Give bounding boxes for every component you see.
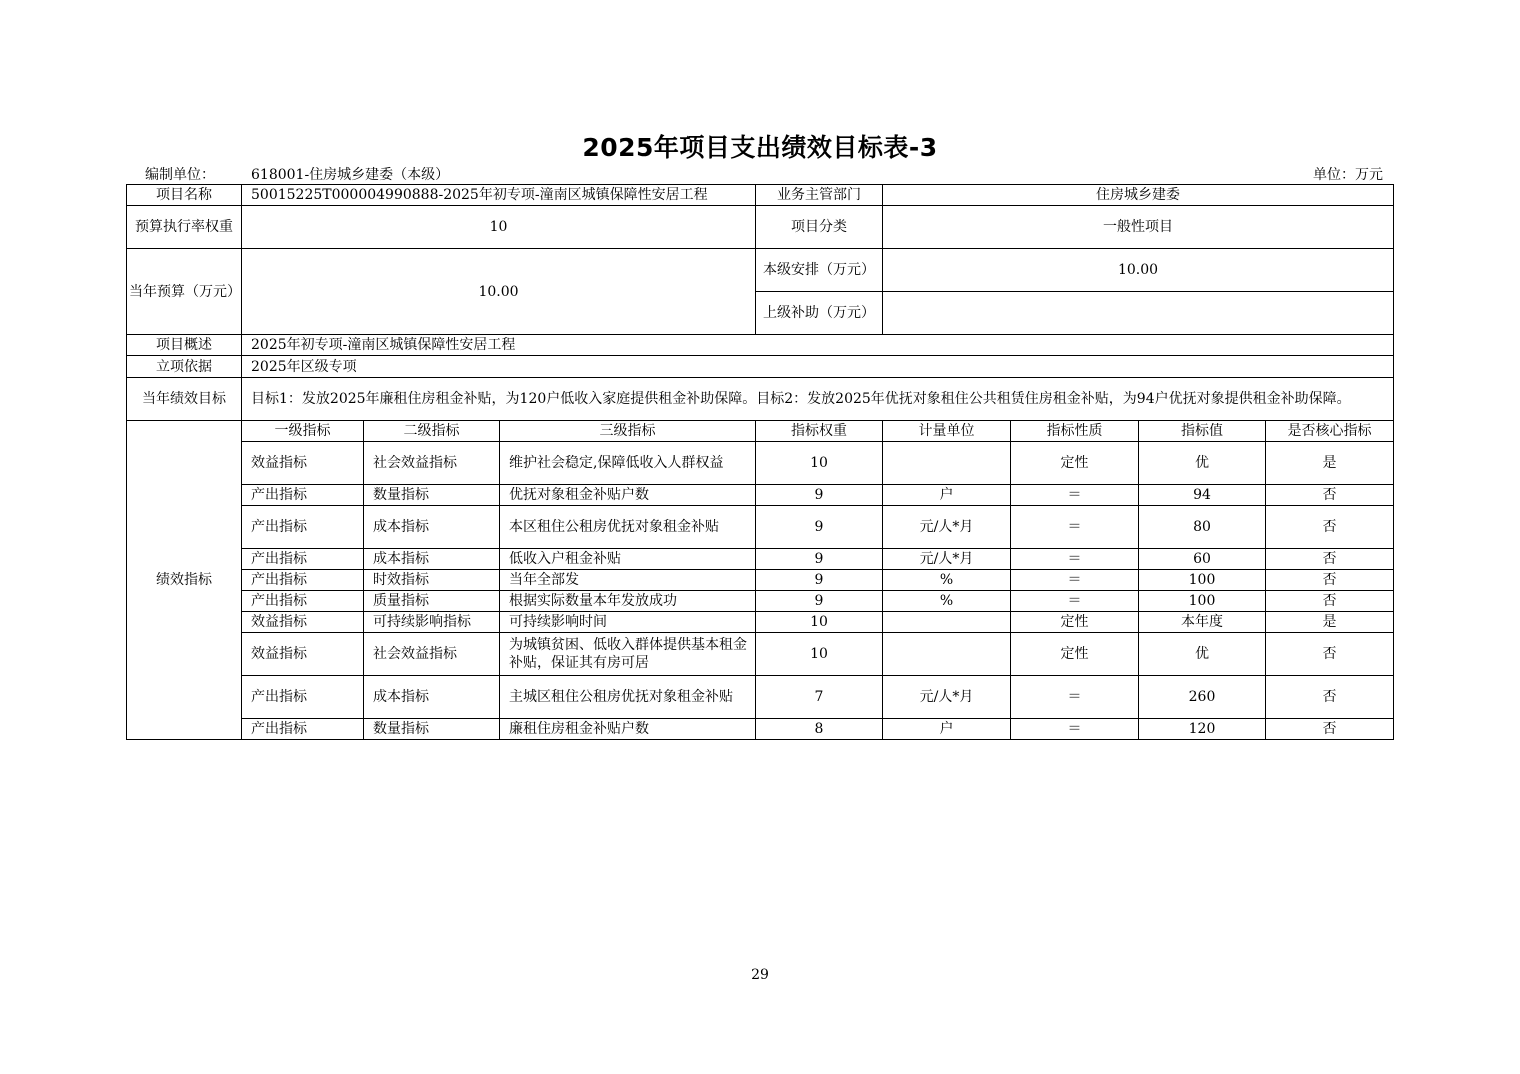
col-value-cell: 94 (1139, 485, 1266, 506)
col-nature-cell: 定性 (1011, 442, 1139, 485)
col-core-cell: 否 (1266, 506, 1394, 549)
indicator-row (127, 570, 1394, 591)
upper-label: 上级补助（万元） (756, 292, 883, 335)
col-level3-cell: 本区租住公租房优抚对象租金补贴 (500, 506, 756, 549)
weight-label: 预算执行率权重 (127, 206, 242, 249)
col-level3-cell: 主城区租住公租房优抚对象租金补贴 (500, 676, 756, 719)
col-unit-cell: 户 (883, 719, 1011, 740)
indicator-row (127, 591, 1394, 612)
col-level3-header: 三级指标 (500, 421, 756, 442)
indicator-row (127, 612, 1394, 633)
upper-value (883, 292, 1394, 335)
page-title: 2025年项目支出绩效目标表-3 (582, 133, 938, 162)
col-core-cell: 是 (1266, 442, 1394, 485)
col-nature-cell: ＝ (1011, 570, 1139, 591)
col-level2-cell: 数量指标 (364, 719, 500, 740)
col-level1-cell: 效益指标 (242, 612, 364, 633)
local-value: 10.00 (883, 249, 1394, 292)
goal-value: 目标1：发放2025年廉租住房租金补贴，为120户低收入家庭提供租金补助保障。目标2：发放2025年优抚对象租住公共租赁住房租金补贴，为94户优抚对象提供租金补助保障。 (242, 378, 1394, 421)
col-weight-cell: 9 (756, 591, 883, 612)
indicator-row (127, 485, 1394, 506)
col-weight-cell: 10 (756, 442, 883, 485)
basis-label: 立项依据 (127, 356, 242, 378)
col-level3-cell: 维护社会稳定,保障低收入人群权益 (500, 442, 756, 485)
col-level3-cell: 根据实际数量本年发放成功 (500, 591, 756, 612)
col-level1-cell: 产出指标 (242, 549, 364, 570)
col-level3-cell: 为城镇贫困、低收入群体提供基本租金补贴，保证其有房可居 (500, 633, 756, 676)
col-level1-cell: 产出指标 (242, 591, 364, 612)
col-weight-cell: 7 (756, 676, 883, 719)
col-value-cell: 优 (1139, 442, 1266, 485)
col-unit-cell (883, 633, 1011, 676)
col-nature-header: 指标性质 (1011, 421, 1139, 442)
col-core-cell: 否 (1266, 485, 1394, 506)
col-level1-cell: 效益指标 (242, 442, 364, 485)
col-weight-cell: 10 (756, 612, 883, 633)
col-level2-cell: 社会效益指标 (364, 442, 500, 485)
col-level3-cell: 当年全部发 (500, 570, 756, 591)
col-level1-cell: 产出指标 (242, 506, 364, 549)
col-value-cell: 80 (1139, 506, 1266, 549)
indicator-section-label: 绩效指标 (127, 421, 242, 740)
indicator-row (127, 549, 1394, 570)
col-core-cell: 否 (1266, 549, 1394, 570)
col-unit-cell (883, 442, 1011, 485)
col-value-cell: 100 (1139, 591, 1266, 612)
col-core-cell: 否 (1266, 633, 1394, 676)
col-unit-cell: % (883, 570, 1011, 591)
col-unit-cell: 元/人*月 (883, 676, 1011, 719)
project-name-label: 项目名称 (127, 185, 242, 206)
category-value: 一般性项目 (883, 206, 1394, 249)
overview-value: 2025年初专项-潼南区城镇保障性安居工程 (242, 335, 1394, 356)
col-level1-cell: 产出指标 (242, 570, 364, 591)
col-nature-cell: ＝ (1011, 676, 1139, 719)
col-unit-cell: 户 (883, 485, 1011, 506)
col-level1-cell: 效益指标 (242, 633, 364, 676)
budget-label: 当年预算（万元） (127, 249, 242, 335)
col-level3-cell: 优抚对象租金补贴户数 (500, 485, 756, 506)
col-level3-cell: 可持续影响时间 (500, 612, 756, 633)
col-weight-cell: 9 (756, 506, 883, 549)
col-weight-header: 指标权重 (756, 421, 883, 442)
col-level2-cell: 社会效益指标 (364, 633, 500, 676)
col-nature-cell: 定性 (1011, 612, 1139, 633)
page-number: 29 (751, 967, 769, 983)
col-core-cell: 是 (1266, 612, 1394, 633)
col-level2-cell: 成本指标 (364, 506, 500, 549)
col-weight-cell: 10 (756, 633, 883, 676)
col-unit-cell (883, 612, 1011, 633)
indicator-row (127, 633, 1394, 676)
performance-table (126, 184, 1394, 740)
col-value-cell: 120 (1139, 719, 1266, 740)
col-level2-cell: 可持续影响指标 (364, 612, 500, 633)
local-label: 本级安排（万元） (756, 249, 883, 292)
indicator-row (127, 676, 1394, 719)
col-core-cell: 否 (1266, 719, 1394, 740)
goal-label: 当年绩效目标 (127, 378, 242, 421)
project-name: 50015225T000004990888-2025年初专项-潼南区城镇保障性安居工程 (242, 185, 756, 206)
col-value-cell: 260 (1139, 676, 1266, 719)
col-level2-header: 二级指标 (364, 421, 500, 442)
col-value-header: 指标值 (1139, 421, 1266, 442)
col-weight-cell: 8 (756, 719, 883, 740)
money-unit: 单位：万元 (1313, 167, 1383, 183)
col-level1-cell: 产出指标 (242, 676, 364, 719)
col-level2-cell: 数量指标 (364, 485, 500, 506)
col-unit-cell: % (883, 591, 1011, 612)
overview-label: 项目概述 (127, 335, 242, 356)
col-weight-cell: 9 (756, 549, 883, 570)
basis-value: 2025年区级专项 (242, 356, 1394, 378)
col-level2-cell: 成本指标 (364, 676, 500, 719)
col-level1-cell: 产出指标 (242, 485, 364, 506)
col-unit-cell: 元/人*月 (883, 506, 1011, 549)
col-level2-cell: 成本指标 (364, 549, 500, 570)
unit-label: 编制单位： (145, 167, 215, 183)
col-nature-cell: 定性 (1011, 633, 1139, 676)
col-core-cell: 否 (1266, 570, 1394, 591)
col-core-cell: 否 (1266, 591, 1394, 612)
col-nature-cell: ＝ (1011, 549, 1139, 570)
weight-value: 10 (242, 206, 756, 249)
col-core-cell: 否 (1266, 676, 1394, 719)
indicator-row (127, 719, 1394, 740)
col-value-cell: 60 (1139, 549, 1266, 570)
category-label: 项目分类 (756, 206, 883, 249)
col-level2-cell: 时效指标 (364, 570, 500, 591)
col-level1-header: 一级指标 (242, 421, 364, 442)
col-level3-cell: 低收入户租金补贴 (500, 549, 756, 570)
col-nature-cell: ＝ (1011, 591, 1139, 612)
col-unit-header: 计量单位 (883, 421, 1011, 442)
col-level1-cell: 产出指标 (242, 719, 364, 740)
indicator-row (127, 506, 1394, 549)
col-value-cell: 优 (1139, 633, 1266, 676)
col-nature-cell: ＝ (1011, 485, 1139, 506)
unit-info (145, 164, 449, 184)
col-unit-cell: 元/人*月 (883, 549, 1011, 570)
dept-label: 业务主管部门 (756, 185, 883, 206)
col-nature-cell: ＝ (1011, 506, 1139, 549)
dept-value: 住房城乡建委 (883, 185, 1394, 206)
col-weight-cell: 9 (756, 570, 883, 591)
col-weight-cell: 9 (756, 485, 883, 506)
col-level3-cell: 廉租住房租金补贴户数 (500, 719, 756, 740)
col-value-cell: 本年度 (1139, 612, 1266, 633)
unit-value: 618001-住房城乡建委（本级） (251, 167, 450, 183)
col-core-header: 是否核心指标 (1266, 421, 1394, 442)
budget-value: 10.00 (242, 249, 756, 335)
col-value-cell: 100 (1139, 570, 1266, 591)
col-nature-cell: ＝ (1011, 719, 1139, 740)
indicator-row (127, 442, 1394, 485)
col-level2-cell: 质量指标 (364, 591, 500, 612)
